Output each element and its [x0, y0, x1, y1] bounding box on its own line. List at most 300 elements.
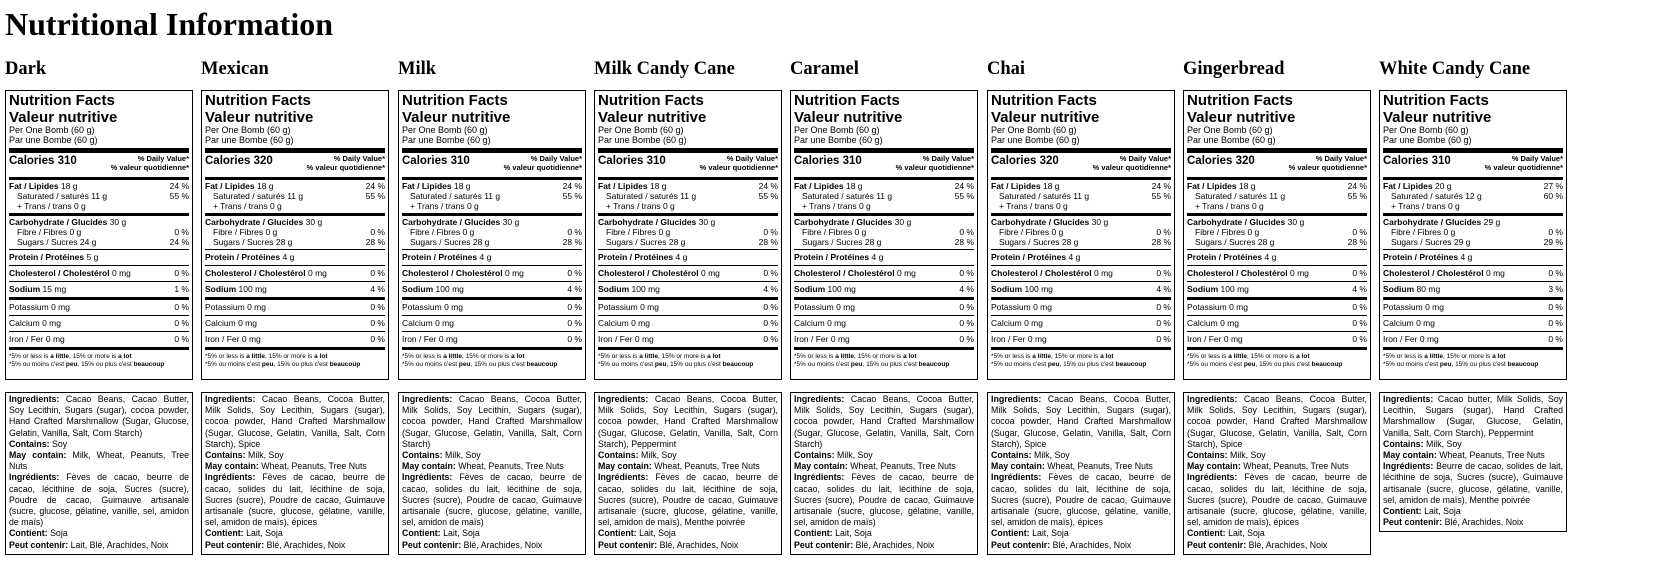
product-name: Milk	[398, 59, 437, 79]
ingredients-en: Ingredients: Cacao butter, Milk Solids, Soy Lecithin, Sugars (sugar), Hand Crafted Marshmallow (Sugar, Glucose, Gelatin, Vanilla, Salt, Corn Starch), Peppermint	[1383, 394, 1563, 438]
carbohydrate-row: Carbohydrate / Glucides 30 g	[991, 217, 1109, 227]
fat-group	[402, 180, 582, 216]
ingredients-panel	[398, 392, 586, 555]
footnote-en: *5% or less is a little, 15% or more is a lot	[402, 353, 525, 360]
serving-size-fr: Par une Bombe (60 g)	[9, 135, 98, 145]
protein-group	[598, 250, 778, 266]
may-contain-fr: Peut contenir: Blé, Arachides, Noix	[205, 539, 346, 550]
potassium-row: Potassium 0 mg 0 %	[1383, 302, 1563, 312]
cholesterol-group	[794, 266, 974, 282]
fat-row: Fat / Lipides 18 g 24 %	[598, 181, 778, 191]
cholesterol-row: Cholesterol / Cholestérol 0 mg 0 %	[402, 268, 582, 278]
product-column	[790, 58, 986, 82]
nutrition-facts-title: Nutrition Facts	[598, 92, 704, 109]
footnote-en: *5% or less is a little, 15% or more is a lot	[991, 353, 1114, 360]
calcium-row: Calcium 0 mg 0 %	[402, 318, 582, 328]
nutrition-facts-title: Nutrition Facts	[1383, 92, 1489, 109]
calcium-row: Calcium 0 mg 0 %	[794, 318, 974, 328]
calcium-row: Calcium 0 mg 0 %	[991, 318, 1171, 328]
potassium-group	[205, 300, 385, 316]
valeur-nutritive-title: Valeur nutritive	[794, 109, 903, 126]
cholesterol-row: Cholesterol / Cholestérol 0 mg 0 %	[598, 268, 778, 278]
potassium-group	[794, 300, 974, 316]
potassium-row: Potassium 0 mg 0 %	[402, 302, 582, 312]
sodium-group	[205, 282, 385, 300]
nutrition-facts-title: Nutrition Facts	[205, 92, 311, 109]
carbohydrate-group	[991, 216, 1171, 250]
cholesterol-group	[1383, 266, 1563, 282]
calories-row	[402, 153, 582, 180]
may-contain-fr: Peut contenir: Blé, Arachides, Noix	[1187, 539, 1328, 550]
sodium-row: Sodium 100 mg 4 %	[402, 284, 582, 294]
protein-row: Protein / Protéines 4 g	[1383, 252, 1473, 262]
potassium-row: Potassium 0 mg 0 %	[794, 302, 974, 312]
contains-fr: Contient: Lait, Soja	[794, 528, 872, 539]
serving-size-fr: Par une Bombe (60 g)	[205, 135, 294, 145]
daily-value-header: % Daily Value* % valeur quotidienne*	[699, 154, 778, 172]
iron-group	[598, 332, 778, 350]
serving-size-fr: Par une Bombe (60 g)	[598, 135, 687, 145]
footnote-en: *5% or less is a little, 15% or more is a lot	[794, 353, 917, 360]
iron-row: Iron / Fer 0 mg 0 %	[402, 334, 582, 344]
saturated-row: Saturated / saturés 11 g 55 %	[1195, 191, 1367, 201]
product-name: White Candy Cane	[1379, 59, 1531, 79]
cholesterol-row: Cholesterol / Cholestérol 0 mg 0 %	[1383, 268, 1563, 278]
valeur-nutritive-title: Valeur nutritive	[598, 109, 707, 126]
ingredients-fr: Ingrédients: Fèves de cacao, beurre de cacao, solides du lait, lécithine de soja, Sucres (sucre), Poudre de cacao, Guimauve artisanale (sucre, glucose, gélatine, vanille, sel, amidon de maïs), épices	[205, 472, 385, 528]
carbohydrate-row: Carbohydrate / Glucides 30 g	[205, 217, 323, 227]
product-column	[987, 58, 1183, 82]
sodium-row: Sodium 100 mg 4 %	[991, 284, 1171, 294]
footnote-fr: *5% ou moins c'est peu, 15% ou plus c'est beaucoup	[794, 361, 950, 368]
may-contain-fr: Peut contenir: Blé, Arachides, Noix	[1383, 517, 1524, 528]
ingredients-en: Ingredients: Cacao Beans, Cocoa Butter, Milk Solids, Soy Lecithin, Sugars (sugar), cocoa powder, Hand Crafted Marshmallow (Sugar, Glucose, Gelatin, Vanilla, Salt, Corn Starch), Peppermint	[598, 394, 778, 449]
nutrition-facts-panel	[790, 90, 978, 380]
nutrition-facts-title: Nutrition Facts	[1187, 92, 1293, 109]
fat-row: Fat / Lipides 18 g 24 %	[402, 181, 582, 191]
serving-size-en: Per One Bomb (60 g)	[205, 125, 291, 135]
potassium-row: Potassium 0 mg 0 %	[991, 302, 1171, 312]
serving-size-fr: Par une Bombe (60 g)	[402, 135, 491, 145]
cholesterol-row: Cholesterol / Cholestérol 0 mg 0 %	[1187, 268, 1367, 278]
cholesterol-group	[205, 266, 385, 282]
nutrition-facts-title: Nutrition Facts	[402, 92, 508, 109]
sodium-group	[1383, 282, 1563, 300]
fat-row: Fat / Lipides 20 g 27 %	[1383, 181, 1563, 191]
saturated-row: Saturated / saturés 12 g 60 %	[1391, 191, 1563, 201]
ingredients-en: Ingredients: Cacao Beans, Cocoa Butter, Milk Solids, Soy Lecithin, Sugars (sugar), cocoa powder, Hand Crafted Marshmallow (Sugar, Glucose, Gelatin, Vanilla, Salt, Corn Starch)	[402, 394, 582, 449]
carbohydrate-group	[598, 216, 778, 250]
may-contain-en: May contain: Wheat, Peanuts, Tree Nuts	[205, 461, 367, 472]
calories-row	[991, 153, 1171, 180]
trans-row: + Trans / trans 0 g	[606, 201, 675, 211]
cholesterol-group	[991, 266, 1171, 282]
fibre-row: Fibre / Fibres 0 g 0 %	[410, 227, 582, 237]
protein-group	[402, 250, 582, 266]
ingredients-panel	[594, 392, 782, 555]
potassium-group	[9, 300, 189, 316]
calcium-row: Calcium 0 mg 0 %	[1383, 318, 1563, 328]
may-contain-en: May contain: Wheat, Peanuts, Tree Nuts	[402, 461, 564, 472]
serving-size-en: Per One Bomb (60 g)	[598, 125, 684, 135]
calories-row	[9, 153, 189, 180]
potassium-group	[1187, 300, 1367, 316]
iron-row: Iron / Fer 0 mg 0 %	[991, 334, 1171, 344]
saturated-row: Saturated / saturés 11 g 55 %	[213, 191, 385, 201]
carbohydrate-group	[1383, 216, 1563, 250]
iron-group	[794, 332, 974, 350]
sodium-group	[991, 282, 1171, 300]
footnote-fr: *5% ou moins c'est peu, 15% ou plus c'est beaucoup	[991, 361, 1147, 368]
may-contain-fr: Peut contenir: Lait, Blé, Arachides, Noix	[9, 539, 169, 550]
contains-en: Contains: Milk, Soy	[205, 450, 284, 461]
carbohydrate-row: Carbohydrate / Glucides 30 g	[794, 217, 912, 227]
cholesterol-row: Cholesterol / Cholestérol 0 mg 0 %	[205, 268, 385, 278]
nutrition-facts-panel	[5, 90, 193, 380]
ingredients-en: Ingredients: Cacao Beans, Cocoa Butter, Milk Solids, Soy Lecithin, Sugars (sugar), cocoa powder, Hand Crafted Marshmallow (Sugar, Glucose, Gelatin, Vanilla, Salt, Corn Starch), Spice	[1187, 394, 1367, 449]
product-column	[1183, 58, 1379, 82]
nutrition-facts-title: Nutrition Facts	[9, 92, 115, 109]
fat-group	[794, 180, 974, 216]
calcium-group	[205, 316, 385, 332]
nutrition-facts-panel	[201, 90, 389, 380]
may-contain-en: May contain: Wheat, Peanuts, Tree Nuts	[1383, 450, 1545, 461]
sodium-row: Sodium 15 mg 1 %	[9, 284, 189, 294]
may-contain-en: May contain: Wheat, Peanuts, Tree Nuts	[991, 461, 1153, 472]
contains-fr: Contient: Lait, Soja	[991, 528, 1069, 539]
footnote-en: *5% or less is a little, 15% or more is a lot	[205, 353, 328, 360]
saturated-row: Saturated / saturés 11 g 55 %	[606, 191, 778, 201]
calcium-group	[1383, 316, 1563, 332]
may-contain-fr: Peut contenir: Blé, Arachides, Noix	[598, 539, 739, 550]
serving-size-en: Per One Bomb (60 g)	[402, 125, 488, 135]
calcium-group	[1187, 316, 1367, 332]
footnote-fr: *5% ou moins c'est peu, 15% ou plus c'est beaucoup	[205, 361, 361, 368]
footnote-en: *5% or less is a little, 15% or more is a lot	[1383, 353, 1506, 360]
protein-group	[205, 250, 385, 266]
serving-size-fr: Par une Bombe (60 g)	[991, 135, 1080, 145]
daily-value-header: % Daily Value* % valeur quotidienne*	[1484, 154, 1563, 172]
ingredients-panel	[790, 392, 978, 555]
contains-fr: Contient: Lait, Soja	[598, 528, 676, 539]
trans-row: + Trans / trans 0 g	[17, 201, 86, 211]
fat-group	[598, 180, 778, 216]
carbohydrate-group	[205, 216, 385, 250]
calcium-group	[598, 316, 778, 332]
protein-row: Protein / Protéines 4 g	[598, 252, 688, 262]
footnote-fr: *5% ou moins c'est peu, 15% ou plus c'est beaucoup	[598, 361, 754, 368]
potassium-group	[402, 300, 582, 316]
daily-value-header: % Daily Value* % valeur quotidienne*	[1288, 154, 1367, 172]
carbohydrate-group	[794, 216, 974, 250]
calcium-row: Calcium 0 mg 0 %	[205, 318, 385, 328]
sodium-row: Sodium 100 mg 4 %	[794, 284, 974, 294]
calcium-group	[991, 316, 1171, 332]
product-column	[398, 58, 594, 82]
may-contain-en: May contain: Wheat, Peanuts, Tree Nuts	[598, 461, 760, 472]
fat-row: Fat / Lipides 18 g 24 %	[9, 181, 189, 191]
calories-row	[205, 153, 385, 180]
cholesterol-row: Cholesterol / Cholestérol 0 mg 0 %	[9, 268, 189, 278]
sugars-row: Sugars / Sucres 28 g 28 %	[802, 237, 974, 247]
ingredients-fr: Ingrédients: Fèves de cacao, beurre de cacao, solides du lait, lécithine de soja, Sucres (sucre), Poudre de cacao, Guimauve artisanale (sucre, glucose, gélatine, vanille, sel, amidon de maïs)	[402, 472, 582, 528]
may-contain-en: May contain: Wheat, Peanuts, Tree Nuts	[1187, 461, 1349, 472]
calories-row	[598, 153, 778, 180]
fat-group	[9, 180, 189, 216]
saturated-row: Saturated / saturés 11 g 55 %	[802, 191, 974, 201]
serving-size-en: Per One Bomb (60 g)	[1383, 125, 1469, 135]
serving-size-fr: Par une Bombe (60 g)	[1383, 135, 1472, 145]
carbohydrate-group	[402, 216, 582, 250]
potassium-row: Potassium 0 mg 0 %	[598, 302, 778, 312]
product-column	[201, 58, 397, 82]
contains-fr: Contient: Lait, Soja	[1187, 528, 1265, 539]
sodium-row: Sodium 100 mg 4 %	[598, 284, 778, 294]
protein-group	[794, 250, 974, 266]
sugars-row: Sugars / Sucres 28 g 28 %	[213, 237, 385, 247]
protein-group	[1187, 250, 1367, 266]
calories-value: Calories 310	[794, 155, 862, 167]
iron-row: Iron / Fer 0 mg 0 %	[794, 334, 974, 344]
valeur-nutritive-title: Valeur nutritive	[9, 109, 118, 126]
ingredients-en: Ingredients: Cacao Beans, Cocoa Butter, Milk Solids, Soy Lecithin, Sugars (sugar), cocoa powder, Hand Crafted Marshmallow (Sugar, Glucose, Gelatin, Vanilla, Salt, Corn Starch)	[794, 394, 974, 449]
ingredients-panel	[987, 392, 1175, 555]
serving-size-fr: Par une Bombe (60 g)	[1187, 135, 1276, 145]
product-column	[594, 58, 790, 82]
protein-row: Protein / Protéines 4 g	[205, 252, 295, 262]
calories-value: Calories 310	[9, 155, 77, 167]
contains-fr: Contient: Soja	[9, 528, 68, 539]
ingredients-en: Ingredients: Cacao Beans, Cacao Butter, Soy Lecithin, Sugars (sugar), cocoa powder, Hand Crafted Marshmallow (Sugar, Glucose, Gelatin, Vanilla, Salt, Corn Starch)	[9, 394, 189, 438]
contains-en: Contains: Milk, Soy	[598, 450, 677, 461]
valeur-nutritive-title: Valeur nutritive	[205, 109, 314, 126]
iron-group	[402, 332, 582, 350]
product-column	[5, 58, 201, 82]
calories-row	[1383, 153, 1563, 180]
iron-group	[1187, 332, 1367, 350]
calcium-group	[794, 316, 974, 332]
serving-size-en: Per One Bomb (60 g)	[9, 125, 95, 135]
valeur-nutritive-title: Valeur nutritive	[1187, 109, 1296, 126]
nutrition-facts-title: Nutrition Facts	[991, 92, 1097, 109]
carbohydrate-row: Carbohydrate / Glucides 30 g	[402, 217, 520, 227]
daily-value-header: % Daily Value* % valeur quotidienne*	[110, 154, 189, 172]
fibre-row: Fibre / Fibres 0 g 0 %	[1195, 227, 1367, 237]
potassium-group	[1383, 300, 1563, 316]
valeur-nutritive-title: Valeur nutritive	[991, 109, 1100, 126]
ingredients-fr: Ingrédients: Beurre de cacao, solides de lait, lécithine de soja, Sucres (sucre), Guimauve artisanale (sucre, glucose, gélatine, vanille, sel, amidon de maïs), Menthe poivrée	[1383, 461, 1563, 505]
contains-en: Contains: Milk, Soy	[1383, 438, 1462, 449]
nutrition-facts-panel	[594, 90, 782, 380]
potassium-row: Potassium 0 mg 0 %	[9, 302, 189, 312]
product-name: Chai	[987, 59, 1026, 79]
trans-row: + Trans / trans 0 g	[999, 201, 1068, 211]
saturated-row: Saturated / saturés 11 g 55 %	[999, 191, 1171, 201]
carbohydrate-row: Carbohydrate / Glucides 30 g	[9, 217, 127, 227]
sugars-row: Sugars / Sucres 29 g 29 %	[1391, 237, 1563, 247]
may-contain-en: May contain: Milk, Wheat, Peanuts, Tree Nuts	[9, 450, 190, 472]
footnote-en: *5% or less is a little, 15% or more is a lot	[9, 353, 132, 360]
fat-row: Fat / Lipides 18 g 24 %	[794, 181, 974, 191]
carbohydrate-row: Carbohydrate / Glucides 30 g	[1187, 217, 1305, 227]
calories-value: Calories 310	[1383, 155, 1451, 167]
nutrition-facts-title: Nutrition Facts	[794, 92, 900, 109]
ingredients-en: Ingredients: Cacao Beans, Cocoa Butter, Milk Solids, Soy Lecithin, Sugars (sugar), cocoa powder, Hand Crafted Marshmallow (Sugar, Glucose, Gelatin, Vanilla, Salt, Corn Starch), Spice	[205, 394, 385, 449]
fat-group	[991, 180, 1171, 216]
product-name: Gingerbread	[1183, 59, 1285, 79]
trans-row: + Trans / trans 0 g	[213, 201, 282, 211]
calcium-group	[402, 316, 582, 332]
calcium-row: Calcium 0 mg 0 %	[1187, 318, 1367, 328]
potassium-row: Potassium 0 mg 0 %	[1187, 302, 1367, 312]
calories-value: Calories 320	[1187, 155, 1255, 167]
carbohydrate-group	[9, 216, 189, 250]
contains-fr: Contient: Lait, Soja	[402, 528, 480, 539]
carbohydrate-row: Carbohydrate / Glucides 30 g	[598, 217, 716, 227]
cholesterol-group	[598, 266, 778, 282]
fibre-row: Fibre / Fibres 0 g 0 %	[213, 227, 385, 237]
ingredients-panel	[201, 392, 389, 555]
nutrition-facts-panel	[1379, 90, 1567, 380]
iron-row: Iron / Fer 0 mg 0 %	[9, 334, 189, 344]
calories-value: Calories 320	[205, 155, 273, 167]
footnote-fr: *5% ou moins c'est peu, 15% ou plus c'est beaucoup	[1187, 361, 1343, 368]
ingredients-fr: Ingrédients: Fèves de cacao, beurre de cacao, solides du lait, lécithine de soja, Sucres (sucre), Poudre de cacao, Guimauve artisanale (sucre, glucose, gélatine, vanille, sel, amidon de maïs), Menthe poivrée	[598, 472, 778, 528]
trans-row: + Trans / trans 0 g	[802, 201, 871, 211]
cholesterol-group	[402, 266, 582, 282]
may-contain-fr: Peut contenir: Blé, Arachides, Noix	[402, 539, 543, 550]
carbohydrate-row: Carbohydrate / Glucides 29 g	[1383, 217, 1501, 227]
page-title: Nutritional Information	[5, 6, 333, 42]
footnote-en: *5% or less is a little, 15% or more is a lot	[598, 353, 721, 360]
calories-row	[1187, 153, 1367, 180]
sodium-row: Sodium 80 mg 3 %	[1383, 284, 1563, 294]
sugars-row: Sugars / Sucres 28 g 28 %	[999, 237, 1171, 247]
ingredients-en: Ingredients: Cacao Beans, Cocoa Butter, Milk Solids, Soy Lecithin, Sugars (sugar), cocoa powder, Hand Crafted Marshmallow (Sugar, Glucose, Gelatin, Vanilla, Salt, Corn Starch), Spice	[991, 394, 1171, 449]
potassium-group	[991, 300, 1171, 316]
iron-group	[205, 332, 385, 350]
calories-value: Calories 310	[598, 155, 666, 167]
trans-row: + Trans / trans 0 g	[1195, 201, 1264, 211]
trans-row: + Trans / trans 0 g	[1391, 201, 1460, 211]
fat-row: Fat / Lipides 18 g 24 %	[991, 181, 1171, 191]
daily-value-header: % Daily Value* % valeur quotidienne*	[1092, 154, 1171, 172]
product-name: Dark	[5, 59, 47, 79]
nutrition-facts-panel	[398, 90, 586, 380]
product-name: Mexican	[201, 59, 269, 79]
iron-group	[9, 332, 189, 350]
sugars-row: Sugars / Sucres 28 g 28 %	[410, 237, 582, 247]
serving-size-en: Per One Bomb (60 g)	[794, 125, 880, 135]
fat-group	[205, 180, 385, 216]
protein-group	[991, 250, 1171, 266]
valeur-nutritive-title: Valeur nutritive	[1383, 109, 1492, 126]
iron-row: Iron / Fer 0 mg 0 %	[205, 334, 385, 344]
contains-en: Contains: Milk, Soy	[991, 450, 1070, 461]
nutrition-facts-panel	[1183, 90, 1371, 380]
contains-fr: Contient: Lait, Soja	[205, 528, 283, 539]
fat-row: Fat / Lipides 18 g 24 %	[205, 181, 385, 191]
daily-value-header: % Daily Value* % valeur quotidienne*	[895, 154, 974, 172]
sugars-row: Sugars / Sucres 24 g 24 %	[17, 237, 189, 247]
may-contain-en: May contain: Wheat, Peanuts, Tree Nuts	[794, 461, 956, 472]
calories-value: Calories 310	[402, 155, 470, 167]
saturated-row: Saturated / saturés 11 g 55 %	[410, 191, 582, 201]
footnote-fr: *5% ou moins c'est peu, 15% ou plus c'est beaucoup	[1383, 361, 1539, 368]
nutrition-facts-panel	[987, 90, 1175, 380]
potassium-row: Potassium 0 mg 0 %	[205, 302, 385, 312]
product-name: Caramel	[790, 59, 859, 79]
fat-group	[1383, 180, 1563, 216]
contains-en: Contains: Milk, Soy	[794, 450, 873, 461]
sugars-row: Sugars / Sucres 28 g 28 %	[606, 237, 778, 247]
contains-en: Contains: Soy	[9, 438, 68, 449]
iron-group	[1383, 332, 1563, 350]
calories-row	[794, 153, 974, 180]
contains-en: Contains: Milk, Soy	[1187, 450, 1266, 461]
trans-row: + Trans / trans 0 g	[410, 201, 479, 211]
sodium-row: Sodium 100 mg 4 %	[205, 284, 385, 294]
saturated-row: Saturated / saturés 11 g 55 %	[17, 191, 189, 201]
cholesterol-group	[1187, 266, 1367, 282]
protein-group	[9, 250, 189, 266]
ingredients-panel	[5, 392, 193, 555]
ingredients-panel	[1379, 392, 1567, 532]
fibre-row: Fibre / Fibres 0 g 0 %	[999, 227, 1171, 237]
contains-en: Contains: Milk, Soy	[402, 450, 481, 461]
may-contain-fr: Peut contenir: Blé, Arachides, Noix	[991, 539, 1132, 550]
fat-row: Fat / Lipides 18 g 24 %	[1187, 181, 1367, 191]
cholesterol-group	[9, 266, 189, 282]
product-column	[1379, 58, 1575, 82]
fibre-row: Fibre / Fibres 0 g 0 %	[1391, 227, 1563, 237]
iron-row: Iron / Fer 0 mg 0 %	[1383, 334, 1563, 344]
calcium-row: Calcium 0 mg 0 %	[598, 318, 778, 328]
daily-value-header: % Daily Value* % valeur quotidienne*	[306, 154, 385, 172]
ingredients-fr: Ingrédients: Fèves de cacao, beurre de cacao, solides du lait, lécithine de soja, Sucres (sucre), Poudre de cacao, Guimauve artisanale (sucre, glucose, gélatine, vanille, sel, amidon de maïs)	[794, 472, 974, 528]
protein-row: Protein / Protéines 4 g	[1187, 252, 1277, 262]
carbohydrate-group	[1187, 216, 1367, 250]
ingredients-fr: Ingrédients: Fèves de cacao, beurre de cacao, solides du lait, lécithine de soja, Sucres (sucre), Poudre de cacao, Guimauve artisanale (sucre, glucose, gélatine, vanille, sel, amidon de maïs), épices	[991, 472, 1171, 528]
sugars-row: Sugars / Sucres 28 g 28 %	[1195, 237, 1367, 247]
footnote-fr: *5% ou moins c'est peu, 15% ou plus c'est beaucoup	[402, 361, 558, 368]
sodium-group	[1187, 282, 1367, 300]
serving-size-fr: Par une Bombe (60 g)	[794, 135, 883, 145]
sodium-row: Sodium 100 mg 4 %	[1187, 284, 1367, 294]
iron-group	[991, 332, 1171, 350]
protein-row: Protein / Protéines 5 g	[9, 252, 99, 262]
product-name: Milk Candy Cane	[594, 59, 735, 79]
footnote-en: *5% or less is a little, 15% or more is a lot	[1187, 353, 1310, 360]
ingredients-fr: Ingrédients: Fèves de cacao, beurre de cacao, solides du lait, lécithine de soja, Sucres (sucre), Poudre de cacao, Guimauve artisanale (sucre, glucose, gélatine, vanille, sel, amidon de maïs), épices	[1187, 472, 1367, 528]
protein-row: Protein / Protéines 4 g	[991, 252, 1081, 262]
fat-group	[1187, 180, 1367, 216]
valeur-nutritive-title: Valeur nutritive	[402, 109, 511, 126]
fibre-row: Fibre / Fibres 0 g 0 %	[802, 227, 974, 237]
sodium-group	[794, 282, 974, 300]
cholesterol-row: Cholesterol / Cholestérol 0 mg 0 %	[794, 268, 974, 278]
serving-size-en: Per One Bomb (60 g)	[991, 125, 1077, 135]
iron-row: Iron / Fer 0 mg 0 %	[598, 334, 778, 344]
sodium-group	[402, 282, 582, 300]
protein-row: Protein / Protéines 4 g	[402, 252, 492, 262]
contains-fr: Contient: Lait, Soja	[1383, 506, 1461, 517]
calcium-row: Calcium 0 mg 0 %	[9, 318, 189, 328]
potassium-group	[598, 300, 778, 316]
fibre-row: Fibre / Fibres 0 g 0 %	[606, 227, 778, 237]
iron-row: Iron / Fer 0 mg 0 %	[1187, 334, 1367, 344]
calories-value: Calories 320	[991, 155, 1059, 167]
